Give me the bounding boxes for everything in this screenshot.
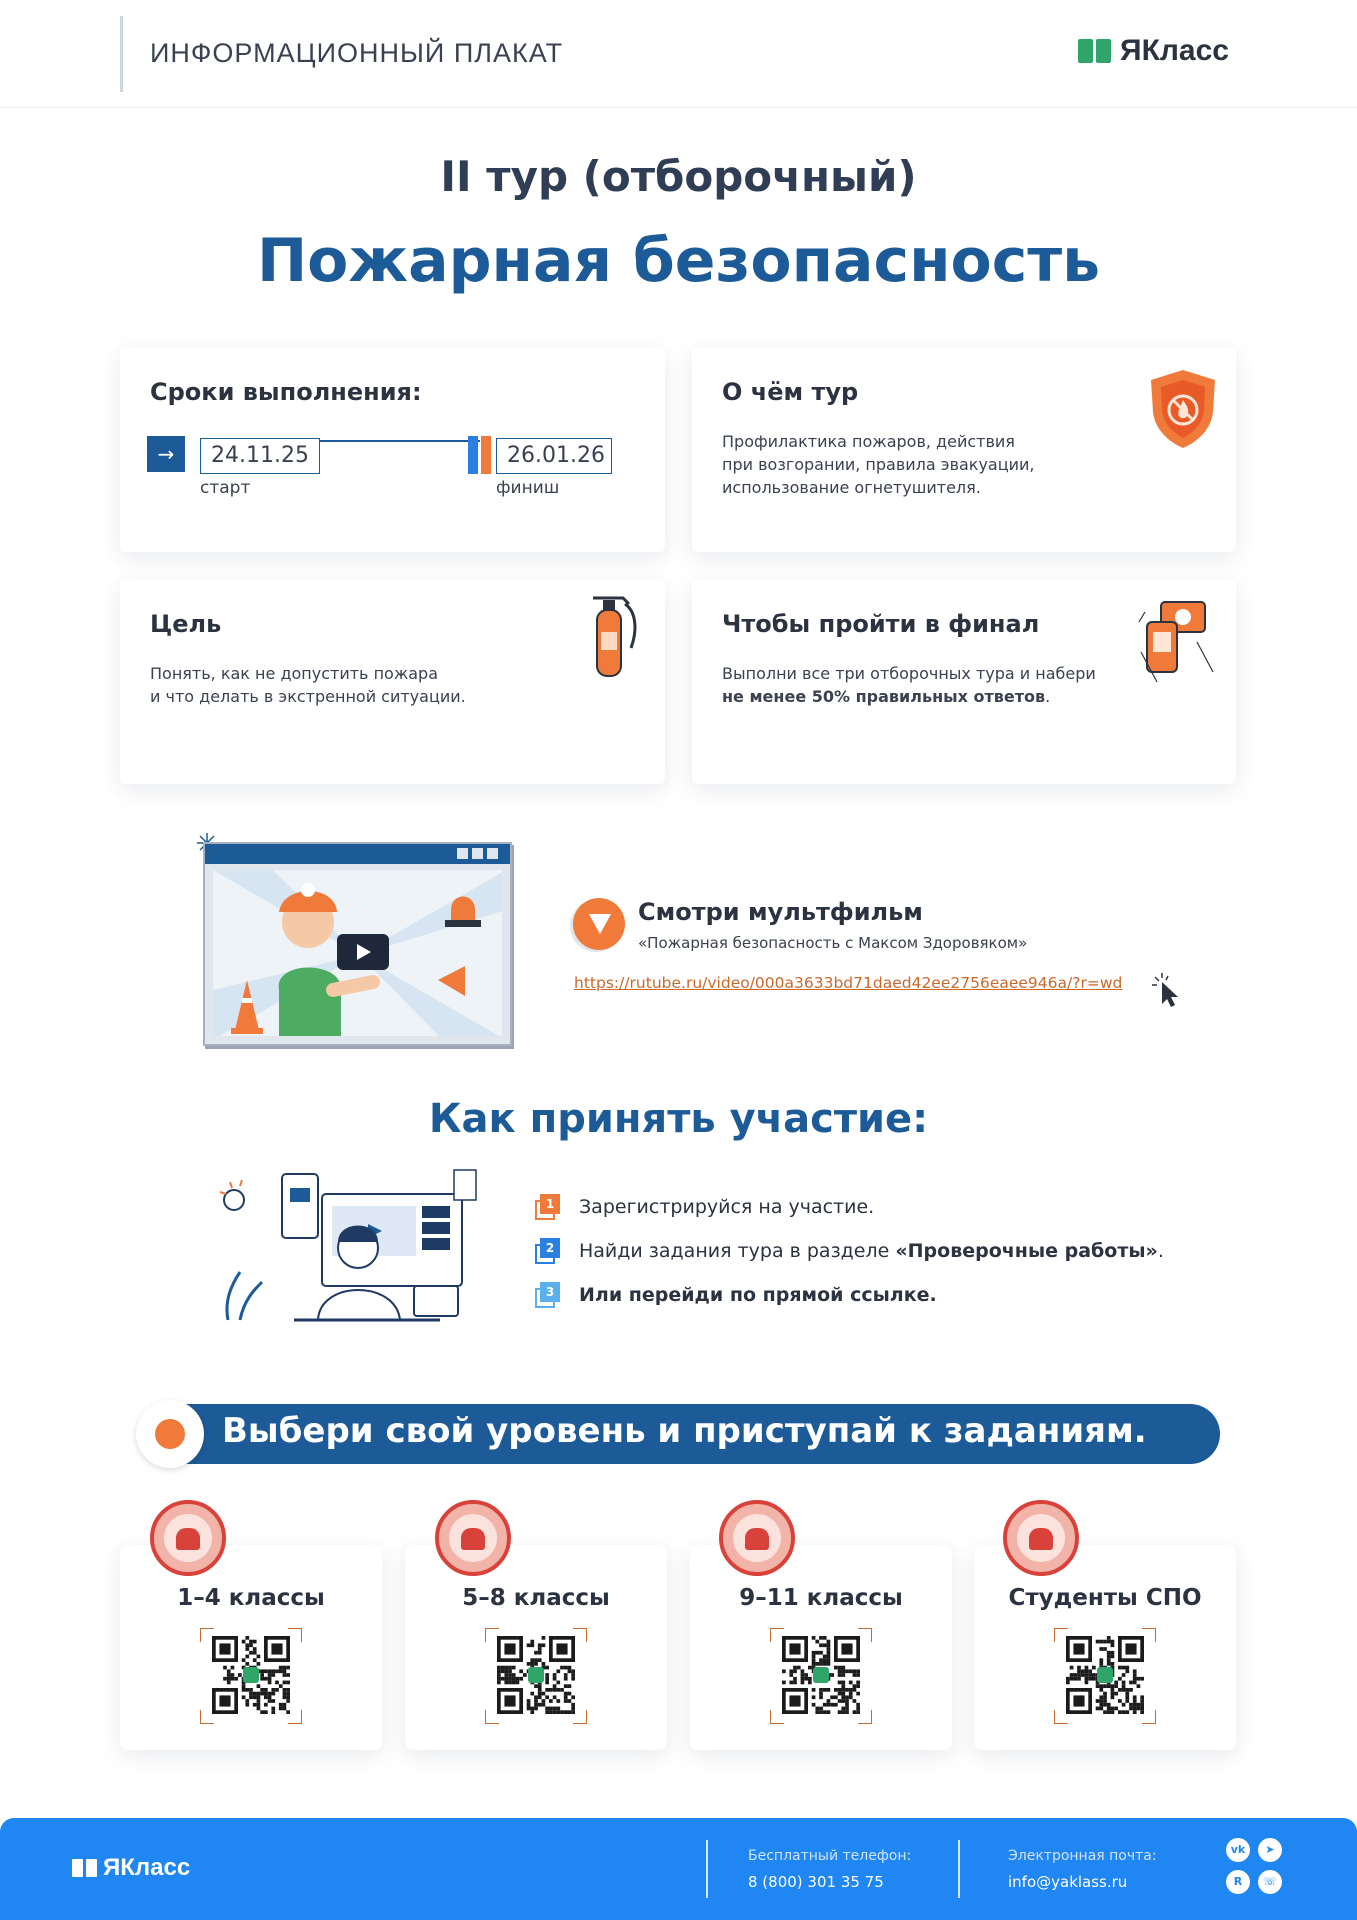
cursor-icon [1150,972,1184,1008]
step-2 [535,1236,1164,1266]
start-date: 24.11.25 [200,438,320,474]
final-text-bold: не менее 50% правильных ответов [722,687,1046,706]
goal-card [120,580,665,784]
goal-text-line-1: Понять, как не допустить пожара [150,664,438,683]
cartoon-subtitle: «Пожарная безопасность с Максом Здоровяком» [638,934,1028,952]
step-1 [535,1192,874,1222]
qr-code-frame[interactable] [200,1628,302,1724]
step-3 [535,1280,937,1310]
footer-brand[interactable] [72,1854,190,1882]
student-laptop-illustration [210,1160,490,1335]
arrow-right-icon: → [147,436,185,472]
book-icon [1078,39,1112,63]
fire-extinguisher-icon [583,592,643,682]
step-1-text: Зарегистрируйся на участие. [579,1196,875,1218]
page-header [0,0,1357,108]
phone-label: Бесплатный телефон: [748,1848,912,1864]
cartoon-play-icon[interactable] [573,898,625,950]
close-icon [487,848,498,859]
timeline-line [320,440,480,442]
vk-icon[interactable]: vk [1226,1838,1250,1862]
about-text-line-3: использование огнетушителя. [722,478,981,497]
qr-code-frame[interactable] [770,1628,872,1724]
footer-divider [958,1840,960,1898]
brand-logo[interactable] [1078,34,1229,68]
how-title: Как принять участие: [428,1096,929,1142]
banner-text: Выбери свой уровень и приступай к заданиям. [222,1411,1147,1451]
header-divider [120,16,123,92]
whatsapp-icon[interactable]: ☏ [1258,1870,1282,1894]
fire-shield-icon [1147,366,1219,450]
email-address[interactable]: info@yaklass.ru [1008,1873,1128,1891]
goal-heading: Цель [150,610,222,638]
page-footer [0,1818,1357,1920]
rutube-icon[interactable]: R [1226,1870,1250,1894]
about-heading: О чём тур [722,378,859,406]
footer-brand-name: ЯКласс [103,1854,191,1881]
phone-number[interactable]: 8 (800) 301 35 75 [748,1873,884,1891]
book-icon [72,1859,97,1877]
qr-code-icon [1066,1636,1144,1714]
qr-code-frame[interactable] [485,1628,587,1724]
end-date: 26.01.26 [496,438,612,474]
level-label: 5–8 классы [462,1585,610,1611]
qr-code-frame[interactable] [1054,1628,1156,1724]
qr-code-icon [782,1636,860,1714]
level-label: 9–11 классы [739,1585,903,1611]
level-card-5-8[interactable] [405,1545,667,1750]
deadline-heading: Сроки выполнения: [150,378,422,406]
final-card [692,580,1236,784]
video-window-titlebar [205,844,510,864]
about-text-line-2: при возгорании, правила эвакуации, [722,455,1035,474]
timeline-marker-orange [481,436,491,474]
final-heading: Чтобы пройти в финал [722,610,1040,638]
footer-divider [706,1840,708,1898]
start-caption: старт [200,478,251,498]
phones-illustration-icon [1137,592,1217,688]
fire-hose-icon [1003,1500,1079,1576]
qr-code-icon [497,1636,575,1714]
page-title: Пожарная безопасность [256,226,1101,296]
end-caption: финиш [496,478,560,498]
brand-name: ЯКласс [1120,34,1229,67]
step-3-number-icon: 3 [535,1282,561,1308]
goal-text-line-2: и что делать в экстренной ситуации. [150,687,466,706]
telegram-icon[interactable]: ➤ [1258,1838,1282,1862]
fire-alarm-icon [435,1500,511,1576]
level-label: 1–4 классы [177,1585,325,1611]
about-text-line-1: Профилактика пожаров, действия [722,432,1015,451]
level-card-spo[interactable] [974,1545,1236,1750]
deadline-card [120,348,665,552]
step-2-text: Найди задания тура в разделе «Проверочные работы». [579,1240,1164,1262]
banner-dot-icon [136,1400,204,1468]
header-title: ИНФОРМАЦИОННЫЙ ПЛАКАТ [150,38,564,68]
level-card-9-11[interactable] [690,1545,952,1750]
final-text-line-1: Выполни все три отборочных тура и набери [722,664,1096,683]
step-1-number-icon: 1 [535,1194,561,1220]
level-card-1-4[interactable] [120,1545,382,1750]
level-label: Студенты СПО [1008,1585,1202,1611]
cartoon-link[interactable]: https://rutube.ru/video/000a3633bd71daed42ee2756eaee946a/?r=wd [574,974,1123,992]
qr-code-icon [212,1636,290,1714]
cartoon-title: Смотри мультфильм [638,898,923,926]
play-icon[interactable] [337,934,389,970]
maximize-icon [472,848,483,859]
fire-bucket-icon [719,1500,795,1576]
about-card [692,348,1236,552]
timeline-marker-blue [468,436,478,474]
tour-label: II тур (отборочный) [440,152,917,201]
step-3-text[interactable]: Или перейди по прямой ссылке. [579,1284,937,1306]
final-text-tail: . [1045,687,1051,706]
email-label: Электронная почта: [1008,1848,1157,1864]
fire-helmet-icon [150,1500,226,1576]
final-text-line-2 [722,685,1050,709]
step-2-number-icon: 2 [535,1238,561,1264]
minimize-icon [457,848,468,859]
